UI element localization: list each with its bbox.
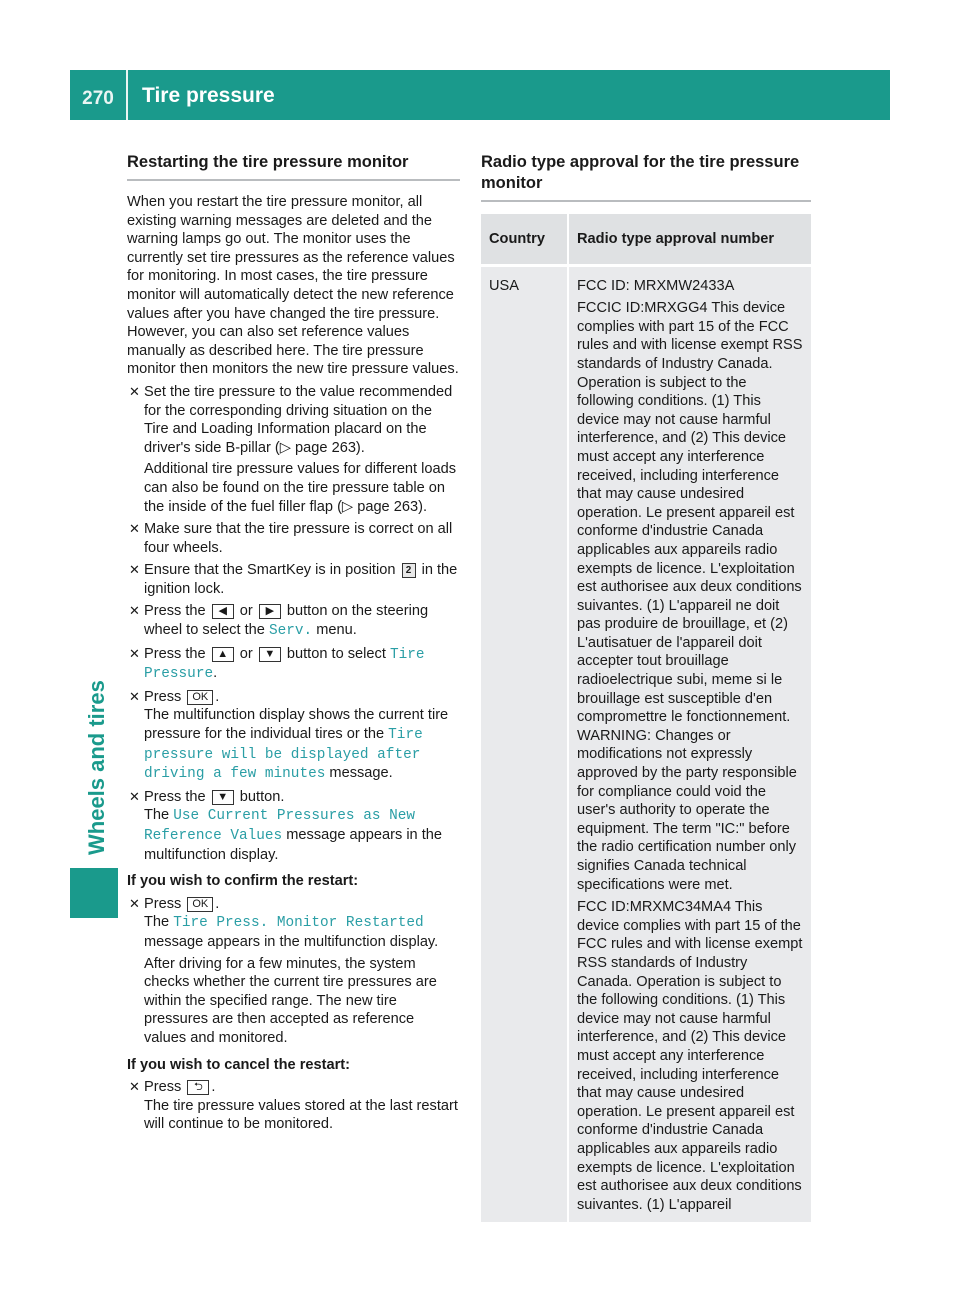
step-arrow-icon: ✕ bbox=[129, 645, 140, 661]
display-text-monitor-restarted: Tire Press. Monitor Restarted bbox=[173, 915, 424, 932]
step-text: Set the tire pressure to the value recommended for the corresponding driving situation on the Tire and Loading Information placard on the driver's side B-pillar (▷ page 263). bbox=[144, 383, 453, 456]
chapter-title: Tire pressure bbox=[142, 84, 275, 107]
step-arrow-icon: ✕ bbox=[129, 788, 140, 804]
display-text-serv: Serv. bbox=[268, 623, 313, 640]
step-item bbox=[127, 688, 460, 784]
step-item bbox=[127, 520, 460, 557]
fcc-id-line: FCC ID: MRXMW2433A bbox=[577, 277, 735, 294]
column-header-country: Country bbox=[481, 214, 568, 265]
step-arrow-icon: ✕ bbox=[129, 1079, 140, 1095]
step-text: Press OK . The Tire Press. Monitor Restarted message appears in the multifunction display. bbox=[144, 895, 439, 950]
step-arrow-icon: ✕ bbox=[129, 521, 140, 537]
step-text: Press the ▼ button. The Use Current Pressures as New Reference Values message appears in the multifunction display. bbox=[144, 788, 443, 863]
table-header-row bbox=[481, 214, 811, 265]
right-arrow-key-icon: ▶ bbox=[259, 604, 281, 619]
step-arrow-icon: ✕ bbox=[129, 603, 140, 619]
right-column bbox=[481, 152, 811, 1222]
ok-key-icon: OK bbox=[187, 690, 213, 705]
left-arrow-key-icon: ◀ bbox=[212, 604, 234, 619]
table-row bbox=[481, 265, 811, 1222]
intro-paragraph: When you restart the tire pressure monitor, all existing warning messages are deleted and the warning lamps go out. The monitor uses the currently set tire pressures as the reference values for monitoring. In most cases, the tire pressure monitor will automatically detect the new reference values after you have changed the tire pressure. However, you can also set reference values manually as described here. The tire pressure monitor then monitors the new tire pressure values. bbox=[127, 194, 459, 378]
step-text: Press the ◀ or ▶ button on the steering wheel to select the Serv. menu. bbox=[144, 603, 429, 640]
cell-approval-number bbox=[568, 265, 811, 1222]
step-subtext: After driving for a few minutes, the system checks whether the current tire pressures are within the specified range. The new tire pressures are then accepted as reference values and monitored. bbox=[144, 955, 437, 1046]
back-key-icon: ⮌ bbox=[187, 1080, 209, 1095]
step-item bbox=[127, 645, 460, 684]
cancel-heading: If you wish to cancel the restart: bbox=[127, 1056, 351, 1073]
down-arrow-key-icon: ▼ bbox=[259, 647, 281, 662]
confirm-heading: If you wish to confirm the restart: bbox=[127, 873, 359, 890]
step-item bbox=[127, 788, 460, 864]
step-text: Make sure that the tire pressure is correct on all four wheels. bbox=[144, 521, 453, 556]
cell-country: USA bbox=[481, 265, 568, 1222]
step-item bbox=[127, 383, 460, 516]
step-arrow-icon: ✕ bbox=[129, 383, 140, 399]
display-text-use-current-pressures: Use Current Pressures as New Reference Values bbox=[144, 808, 416, 844]
ok-key-icon: OK bbox=[187, 897, 213, 912]
side-tab-marker bbox=[70, 868, 118, 918]
step-item bbox=[127, 1078, 460, 1134]
step-subtext: Additional tire pressure values for different loads can also be found on the tire pressure table on the inside of the fuel filler flap (▷ page 263). bbox=[144, 461, 457, 515]
radio-approval-table bbox=[481, 214, 811, 1222]
page-header bbox=[70, 70, 890, 120]
ignition-position-key: 2 bbox=[402, 563, 416, 578]
step-text: Press the ▲ or ▼ button to select Tire Pressure. bbox=[144, 645, 425, 683]
approval-paragraph: FCCIC ID:MRXGG4 This device complies with part 15 of the FCC rules and with license exempt RSS standards of Industry Canada. Operation is subject to the following conditions. (1) This device may not cause harmful interference, and (2) This device must accept any interference received, including interference that may cause undesired operation. Le present appareil est conforme d'industrie Canada applicables aux appareils radio exempts de licence. L'exploitation est authorisee aux deux conditions suivantes. (1) L'appareil ne doit pas produire de brouillage, et (2) L'autisatuer de l'appareil doit accepter tout brouillage radioelectrique subi, meme si le brouillage est susceptible d'en compromettre le fonctionnement. WARNING: Changes or modifications not expressly approved by the party responsible for compliance could void the user's authority to operate the equipment. The term "IC:" before the radio certification number only signifies Canada technical specifications were met. bbox=[577, 300, 803, 893]
page-number: 270 bbox=[70, 70, 128, 120]
step-text: Press ⮌ . The tire pressure values stored at the last restart will continue to be monitored. bbox=[144, 1079, 458, 1133]
step-arrow-icon: ✕ bbox=[129, 688, 140, 704]
section-heading-radio-approval: Radio type approval for the tire pressure monitor bbox=[481, 152, 811, 202]
section-heading-restart: Restarting the tire pressure monitor bbox=[127, 152, 460, 181]
step-arrow-icon: ✕ bbox=[129, 562, 140, 578]
step-item bbox=[127, 561, 460, 598]
left-column bbox=[127, 152, 460, 1134]
step-item bbox=[127, 602, 460, 640]
display-text-pressure-displayed: Tire pressure will be displayed after driving a few minutes bbox=[144, 727, 423, 783]
display-text-tire-pressure: Tire Pressure bbox=[144, 646, 425, 683]
step-item bbox=[127, 895, 460, 1048]
side-tab-label: Wheels and tires bbox=[84, 680, 109, 855]
step-text: Press OK . The multifunction display shows the current tire pressure for the individual tires or the Tire pressure will be displayed after driving a few minutes message. bbox=[144, 688, 449, 783]
down-arrow-key-icon: ▼ bbox=[212, 790, 234, 805]
column-header-approval-number: Radio type approval number bbox=[568, 214, 811, 265]
up-arrow-key-icon: ▲ bbox=[212, 647, 234, 662]
approval-paragraph: FCC ID:MRXMC34MA4 This device complies with part 15 of the FCC rules and with license exempt RSS standards of Industry Canada. Operation is subject to the following conditions. (1) This device may not cause harmful interference, and (2) This device must accept any interference received, including interference that may cause undesired operation. Le present appareil est conforme d'industrie Canada applicables aux appareils radio exempts de licence. L'exploitation est authorisee aux deux conditions suivantes. (1) L'appareil bbox=[577, 899, 803, 1213]
step-text: Ensure that the SmartKey is in position 2 in the ignition lock. bbox=[144, 562, 458, 597]
step-arrow-icon: ✕ bbox=[129, 895, 140, 911]
